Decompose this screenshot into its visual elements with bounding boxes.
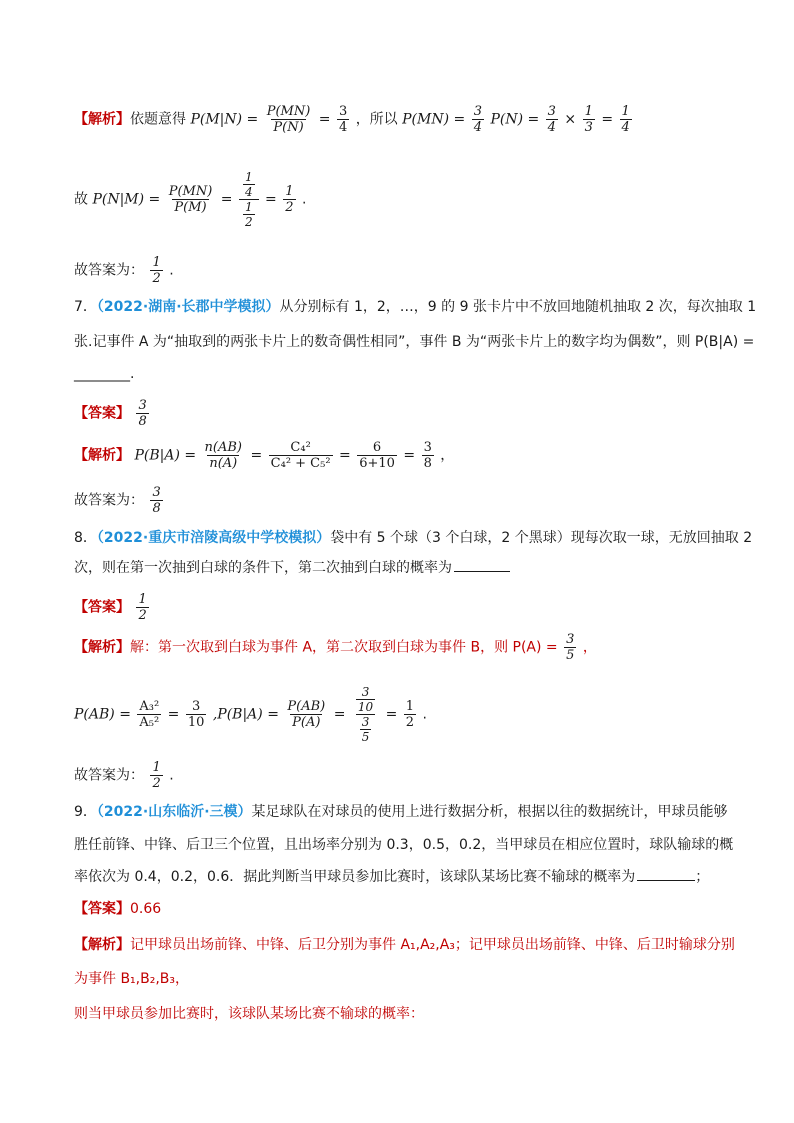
question-9-solution-2: 为事件 B₁,B₂,B₃， <box>74 971 190 987</box>
analysis-label: 【解析】 <box>74 111 130 128</box>
question-9-line-3: 率依次为 0.4，0.2，0.6．据此判断当甲球员参加比赛时，该球队某场比赛不输球的概率为 ； <box>74 869 710 885</box>
fraction: $\frac{3}{4}$ <box>473 104 482 135</box>
question-7-final: 故答案为： $\frac{3}{8}$ <box>74 485 161 516</box>
question-8-line-1: 8．（2022·重庆市涪陵高级中学校模拟）袋中有 5 个球（3 个白球，2 个黑球）现每次取一球，无放回抽取 2 <box>74 530 753 546</box>
answer-line-1: 故答案为： $\frac{1}{2}$ . <box>74 255 174 286</box>
solution-line-2: 故 P(N|M) = $\frac{P(MN)}{P(M)}$ = $\frac{\frac{1}{4}}{\frac{1}{2}}$ = $\frac{1}{2}$ . <box>74 170 307 229</box>
question-9-solution-1: 【解析】记甲球员出场前锋、中锋、后卫分别为事件 A₁,A₂,A₃；记甲球员出场前锋、中锋、后卫时输球分别 <box>74 937 735 953</box>
question-8-solution-2: P(AB) = $\frac{\text{A₃²}}{\text{A₅²}}$ = $\frac{3}{10}$ ,P(B|A) = $\frac{P(AB)}{P(A)}$ = $\frac{\frac{3}{10}}{\frac{3}{5}}$ = $\frac{1}{2}$ . <box>74 685 427 744</box>
question-7-line-2: 张.记事件 A 为“抽取到的两张卡片上的数奇偶性相同”，事件 B 为“两张卡片上的数字均为偶数”，则 P(B|A) = <box>74 334 755 350</box>
question-9-answer: 【答案】0.66 <box>74 901 162 917</box>
question-7-answer: 【答案】 $\frac{3}{8}$ <box>74 398 147 429</box>
fraction: $\frac{3}{8}$ <box>138 398 147 429</box>
fraction: $\frac{3}{4}$ <box>338 104 348 135</box>
question-9-line-2: 胜任前锋、中锋、后卫三个位置，且出场率分别为 0.3，0.5，0.2，当甲球员在相应位置时，球队输球的概 <box>74 837 734 853</box>
fraction: $\frac{\text{C₄²}}{\text{C₄² + C₅²}}$ <box>270 440 331 471</box>
solution-line-1: 【解析】依题意得 P(M|N) = $\frac{P(MN)}{P(N)}$ = $\frac{3}{4}$ ，所以 P(MN) = $\frac{3}{4}$ P(N) = $\frac{3}{4}$ × $\frac{1}{3}$ = $\frac{1}{4}$ <box>74 104 630 135</box>
question-source: （2022·湖南·长郡中学模拟） <box>96 299 280 315</box>
fraction: $\frac{1}{3}$ <box>584 104 593 135</box>
fraction: $\frac{3}{10}$ <box>187 699 205 730</box>
fraction: $\frac{1}{2}$ <box>405 699 415 730</box>
fraction: $\frac{P(MN)}{P(M)}$ <box>168 184 213 215</box>
fraction: $\frac{3}{5}$ <box>566 632 575 663</box>
complex-fraction: $\frac{\frac{1}{4}}{\frac{1}{2}}$ <box>239 170 259 229</box>
question-source: （2022·山东临沂·三模） <box>96 804 252 820</box>
fraction: $\frac{P(MN)}{P(N)}$ <box>266 104 311 135</box>
question-8-solution: 【解析】解：第一次取到白球为事件 A，第二次取到白球为事件 B，则 P(A) = $\frac{3}{5}$ ， <box>74 632 597 663</box>
fraction: $\frac{1}{4}$ <box>621 104 630 135</box>
fraction: $\frac{\text{A₃²}}{\text{A₅²}}$ <box>139 699 160 730</box>
question-8-line-2: 次，则在第一次抽到白球的条件下，第二次抽到白球的概率为 <box>74 557 510 577</box>
fraction: $\frac{3}{8}$ <box>152 485 161 516</box>
question-8-answer: 【答案】 $\frac{1}{2}$ <box>74 592 147 623</box>
question-9-line-1: 9．（2022·山东临沂·三模）某足球队在对球员的使用上进行数据分析，根据以往的数据统计，甲球员能够 <box>74 804 728 820</box>
question-source: （2022·重庆市涪陵高级中学校模拟） <box>96 530 331 546</box>
fraction: $\frac{1}{2}$ <box>285 184 294 215</box>
question-7-line-3: ________. <box>74 366 135 382</box>
fraction: $\frac{n(AB)}{n(A)}$ <box>204 440 243 471</box>
question-7-solution: 【解析】 P(B|A) = $\frac{n(AB)}{n(A)}$ = $\frac{\text{C₄²}}{\text{C₄² + C₅²}}$ = $\frac{6}{6+10}$ = $\frac{3}{8}$ ， <box>74 440 455 471</box>
fraction: $\frac{3}{8}$ <box>423 440 432 471</box>
question-8-final: 故答案为： $\frac{1}{2}$ . <box>74 760 174 791</box>
question-9-solution-3: 则当甲球员参加比赛时，该球队某场比赛不输球的概率： <box>74 1006 424 1022</box>
question-7-line-1: 7．（2022·湖南·长郡中学模拟）从分别标有 1，2，…，9 的 9 张卡片中不放回地随机抽取 2 次，每次抽取 1 <box>74 299 757 315</box>
text: 依题意得 <box>130 111 186 128</box>
answer-value: 0.66 <box>130 901 162 917</box>
fraction: $\frac{P(AB)}{P(A)}$ <box>287 699 326 730</box>
fraction: $\frac{6}{6+10}$ <box>359 440 395 471</box>
complex-fraction: $\frac{\frac{3}{10}}{\frac{3}{5}}$ <box>352 685 379 744</box>
answer-blank <box>454 571 510 572</box>
fraction: $\frac{1}{2}$ <box>152 760 161 791</box>
fraction: $\frac{1}{2}$ <box>138 592 147 623</box>
fraction: $\frac{1}{2}$ <box>152 255 161 286</box>
answer-blank <box>637 880 695 881</box>
fraction: $\frac{3}{4}$ <box>547 104 556 135</box>
